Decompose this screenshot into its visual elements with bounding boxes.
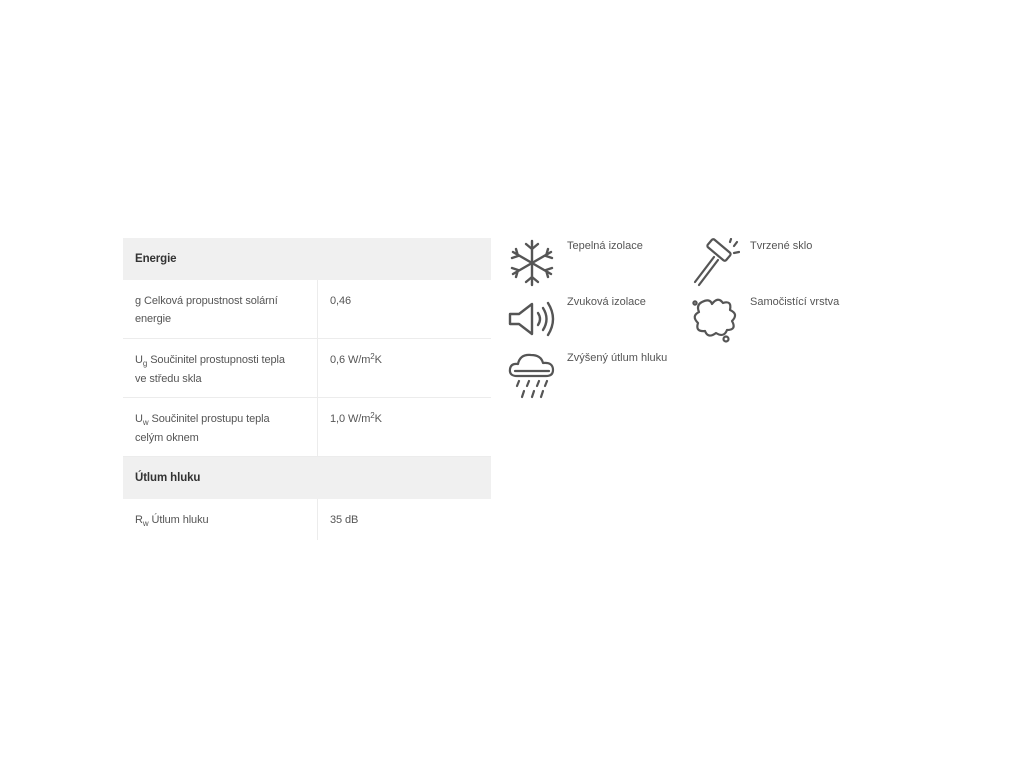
section-title-noise: Útlum hluku	[123, 457, 491, 500]
row-value-unit-sup: 2	[370, 411, 375, 420]
row-label	[123, 339, 318, 398]
feature-self-cleaning	[690, 294, 839, 344]
feature-increased-noise-reduction	[507, 350, 667, 400]
feature-label: Samočistící vrstva	[750, 296, 840, 308]
hammer-icon	[690, 238, 740, 288]
row-value-unit: W/m	[347, 413, 371, 425]
row-value	[318, 398, 492, 457]
row-label-line1: Útlum hluku	[151, 514, 209, 526]
row-value-unit-suffix: K	[374, 413, 382, 425]
row-label-line2: energie	[135, 313, 171, 325]
row-value-unit-suffix: K	[374, 354, 382, 366]
row-value-unit: W/m	[347, 354, 371, 366]
row-label-line1: Součinitel prostupu tepla	[151, 413, 270, 425]
row-value-number: 0,6	[330, 354, 345, 366]
table-row	[123, 339, 491, 398]
splash-icon	[690, 294, 740, 344]
rain-cloud-icon	[507, 350, 557, 400]
table-row	[123, 499, 491, 540]
feature-label: Tvrzené sklo	[750, 240, 813, 252]
row-value	[318, 280, 492, 339]
row-label-line1: Celková propustnost solární	[144, 295, 278, 307]
row-symbol: U	[135, 354, 143, 366]
feature-sound-insulation	[507, 294, 646, 344]
row-value-number: 0,46	[330, 295, 352, 307]
row-label-line1: Součinitel prostupnosti tepla	[150, 354, 285, 366]
feature-label: Zvýšený útlum hluku	[567, 352, 668, 364]
section-title-energy: Energie	[123, 238, 491, 280]
snowflake-icon	[507, 238, 557, 288]
row-label	[123, 280, 318, 339]
row-label	[123, 398, 318, 457]
row-symbol-subscript: w	[142, 519, 149, 528]
row-value	[318, 339, 492, 398]
row-symbol-subscript: w	[142, 418, 149, 427]
speaker-icon	[507, 294, 557, 344]
row-label-line2: celým oknem	[135, 432, 199, 444]
row-symbol-subscript: g	[142, 359, 148, 368]
table-row	[123, 280, 491, 339]
feature-thermal-insulation	[507, 238, 643, 288]
row-value	[318, 499, 492, 540]
table-row	[123, 398, 491, 457]
section-header-energy	[123, 238, 491, 280]
section-header-noise	[123, 457, 491, 500]
row-label-line2: ve středu skla	[135, 373, 202, 385]
row-value-number: 35 dB	[330, 514, 359, 526]
feature-tempered-glass	[690, 238, 812, 288]
row-symbol: U	[135, 413, 143, 425]
spec-table	[123, 238, 491, 540]
feature-label: Zvuková izolace	[567, 296, 646, 308]
row-value-unit-sup: 2	[370, 352, 375, 361]
row-symbol: R	[135, 514, 143, 526]
feature-label: Tepelná izolace	[567, 240, 643, 252]
row-label	[123, 499, 318, 540]
row-value-number: 1,0	[330, 413, 345, 425]
row-symbol: g	[135, 295, 142, 307]
